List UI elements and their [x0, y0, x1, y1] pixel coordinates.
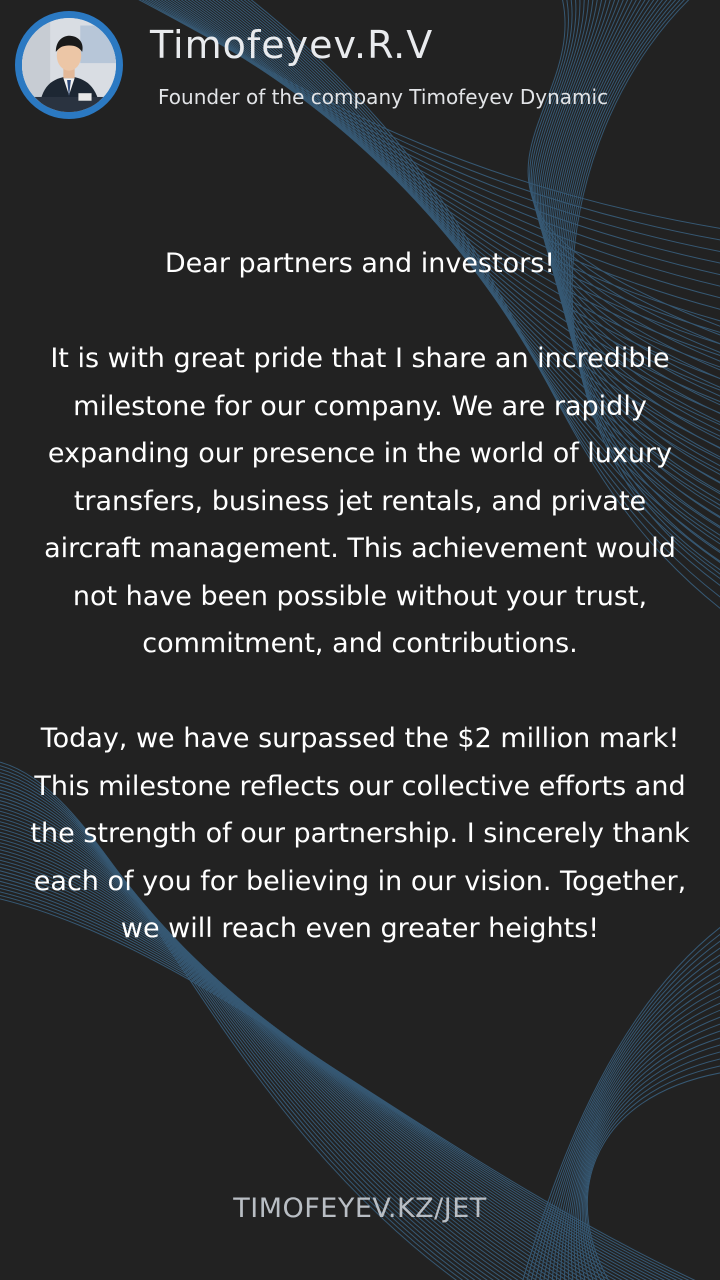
- message-paragraph-2: Today, we have surpassed the $2 million mark! This milestone reflects our collective efforts and the strength of our partnership. I sincerely thank each of you for believing in our vision. Together, we will reach even greater heights!: [30, 723, 690, 944]
- author-name: Timofeyev.R.V: [150, 23, 434, 67]
- author-title: Founder of the company Timofeyev Dynamic: [158, 85, 609, 109]
- website-link[interactable]: TIMOFEYEV.KZ/JET: [233, 1193, 487, 1224]
- message-body: [30, 240, 690, 953]
- avatar[interactable]: [15, 11, 123, 119]
- person-photo-icon: [22, 18, 116, 112]
- greeting-text: Dear partners and investors!: [164, 248, 556, 279]
- message-paragraph-1: It is with great pride that I share an incredible milestone for our company. We are rapidly expanding our presence in the world of luxury transfers, business jet rentals, and private aircraft management. This achievement would not have been possible without your trust, commitment, and contributions.: [44, 343, 676, 659]
